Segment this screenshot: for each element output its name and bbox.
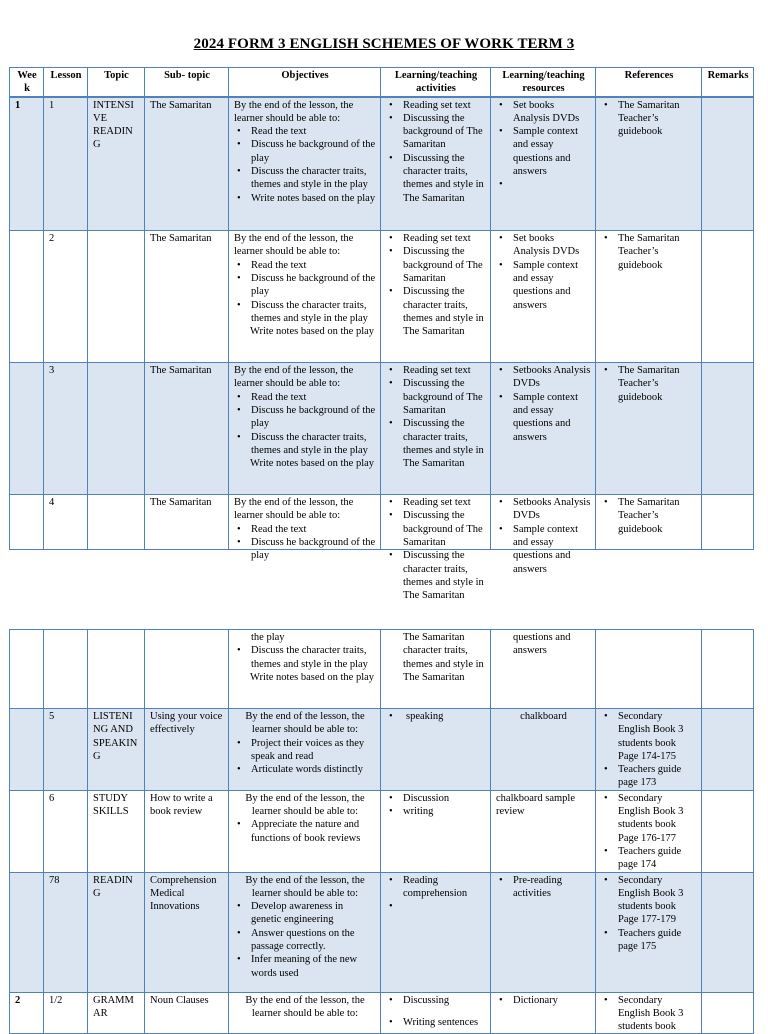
list-item: • Discuss the character traits, themes and style in the play [234, 165, 376, 192]
list-item: • Dictionary [496, 994, 591, 1007]
references-cell [596, 630, 702, 709]
objective-intro: By the end of the lesson, the learner should be able to: [234, 365, 354, 390]
list-item: • Answer questions on the passage correctly. [234, 927, 376, 954]
list-item: • Appreciate the nature and functions of book reviews [234, 818, 376, 845]
list-item: • Discuss the character traits, themes and style in the play [234, 431, 376, 458]
remarks-cell [702, 495, 754, 550]
subtopic-cell: The Samaritan [145, 363, 229, 495]
activities-cell [381, 790, 491, 872]
list-item: • Secondary English Book 3 students book Page 176-177 [601, 792, 697, 845]
resource-continued: questions and answers [513, 632, 571, 657]
objective-note: Write notes based on the play [249, 458, 375, 470]
list-item: • Discussing the character traits, themes and style in The Samaritan [386, 152, 486, 205]
header-subtopic: Sub- topic [145, 68, 229, 97]
subtopic-cell: Comprehension Medical Innovations [145, 872, 229, 992]
lesson-cell: 6 [44, 790, 88, 872]
list-item: • Reading comprehension [386, 874, 486, 901]
table-row [10, 790, 754, 872]
resources-cell [491, 97, 596, 231]
header-week: Week [10, 68, 44, 97]
list-item: • Teachers guide page 173 [601, 763, 697, 790]
list-item: • Pre-reading activities [496, 874, 591, 901]
subtopic-cell: Noun Clauses [145, 992, 229, 1034]
table-row [10, 630, 754, 709]
objective-intro: By the end of the lesson, the learner should be able to: [245, 874, 365, 899]
list-item: • Setbooks Analysis DVDs [496, 364, 591, 391]
references-cell [596, 495, 702, 550]
objectives-cell [229, 709, 381, 791]
lesson-cell: 1 [44, 97, 88, 231]
list-item: • Reading set text [386, 496, 486, 509]
list-item: • Discussion [386, 792, 486, 805]
list-item: • Discuss he background of the play [234, 138, 376, 165]
objective-intro: By the end of the lesson, the learner should be able to: [245, 994, 365, 1019]
scheme-table-2 [9, 629, 754, 1034]
topic-cell: LISTENING AND SPEAKING [88, 709, 145, 791]
objective-intro: By the end of the lesson, the learner should be able to: [245, 792, 365, 818]
list-item: • Discussing the character traits, themes and style in The Samaritan [386, 417, 486, 470]
table-row [10, 495, 754, 550]
lesson-cell: 5 [44, 709, 88, 791]
references-cell [596, 790, 702, 872]
references-cell [596, 709, 702, 791]
list-item: • Discuss he background of the play [234, 272, 376, 299]
objectives-cell [229, 231, 381, 363]
objectives-cell [229, 97, 381, 231]
references-cell [596, 231, 702, 363]
topic-cell [88, 495, 145, 550]
list-item: • Set books Analysis DVDs [496, 232, 591, 259]
remarks-cell [702, 790, 754, 872]
list-item: • Sample context and essay questions and answers [496, 523, 591, 576]
table-row [10, 231, 754, 363]
activities-cell [381, 992, 491, 1034]
subtopic-cell: The Samaritan [145, 231, 229, 363]
header-topic: Topic [88, 68, 145, 97]
objectives-cell [229, 790, 381, 872]
lesson-cell [44, 630, 88, 709]
list-item: • Teachers guide page 174 [601, 845, 697, 872]
resources-cell [491, 992, 596, 1034]
list-item: • Develop awareness in genetic engineering [234, 900, 376, 927]
list-item: • Discussing the background of The Samaritan [386, 509, 486, 549]
objectives-cell [229, 992, 381, 1034]
activities-cell [381, 97, 491, 231]
week-cell: 1 [10, 97, 44, 231]
objective-note: Write notes based on the play [249, 671, 375, 683]
table-row [10, 709, 754, 791]
list-item: • Discussing the background of The Samaritan [386, 377, 486, 417]
topic-cell: INTENSIVE READING [88, 97, 145, 231]
objectives-cell [229, 872, 381, 992]
header-lesson: Lesson [44, 68, 88, 97]
remarks-cell [702, 630, 754, 709]
lesson-cell: 1/2 [44, 992, 88, 1034]
list-item: • Reading set text [386, 364, 486, 377]
resources-cell [491, 231, 596, 363]
list-item: • Articulate words distinctly [234, 763, 376, 776]
activities-cell [381, 872, 491, 992]
lesson-cell: 2 [44, 231, 88, 363]
list-item: • The Samaritan Teacher’s guidebook [601, 496, 697, 536]
list-item: • Setbooks Analysis DVDs [496, 496, 591, 523]
objective-intro: By the end of the lesson, the learner should be able to: [234, 99, 354, 124]
objective-intro: By the end of the lesson, the learner should be able to: [234, 497, 354, 522]
list-item: • Discussing the character traits, themes and style in The Samaritan [386, 549, 486, 602]
list-item: • Discuss the character traits, themes and style in the play [234, 644, 376, 671]
week-cell [10, 790, 44, 872]
list-item: • Reading set text [386, 99, 486, 112]
list-item: • Teachers guide page 175 [601, 927, 697, 954]
week-cell [10, 231, 44, 363]
objective-continued: the play [251, 632, 285, 643]
list-item: • Sample context and essay questions and answers [496, 259, 591, 312]
list-item: • Read the text [234, 259, 376, 272]
topic-cell [88, 630, 145, 709]
subtopic-cell [145, 630, 229, 709]
list-item: • Read the text [234, 391, 376, 404]
table-row [10, 992, 754, 1034]
activities-cell [381, 630, 491, 709]
topic-cell: READING [88, 872, 145, 992]
subtopic-cell: The Samaritan [145, 495, 229, 550]
list-item: • Secondary English Book 3 students book Page 174-175 [601, 710, 697, 763]
objectives-cell [229, 363, 381, 495]
topic-cell: STUDY SKILLS [88, 790, 145, 872]
list-item: • writing [386, 805, 486, 818]
list-item: • Reading set text [386, 232, 486, 245]
resources-cell [491, 495, 596, 575]
header-activities: Learning/teaching activities [381, 68, 491, 97]
topic-cell: GRAMMAR [88, 992, 145, 1034]
objective-intro: By the end of the lesson, the learner should be able to: [234, 233, 354, 258]
references-cell [596, 97, 702, 231]
week-cell [10, 495, 44, 550]
references-cell [596, 872, 702, 992]
activity-continued: The Samaritan character traits, themes and style in The Samaritan [403, 632, 484, 683]
subtopic-cell: The Samaritan [145, 97, 229, 231]
resources-cell [491, 872, 596, 992]
list-item: • The Samaritan Teacher’s guidebook [601, 232, 697, 272]
topic-cell [88, 231, 145, 363]
objective-note: Write notes based on the play [249, 326, 375, 338]
header-objectives: Objectives [229, 68, 381, 97]
remarks-cell [702, 872, 754, 992]
list-item: • Read the text [234, 125, 376, 138]
list-item: • Writing sentences [386, 1016, 486, 1029]
list-item: • Discussing the background of The Samaritan [386, 112, 486, 152]
resources-cell: chalkboard [491, 709, 596, 791]
references-cell [596, 363, 702, 495]
week-cell [10, 709, 44, 791]
list-item: • Secondary English Book 3 students book Page 177-179 [601, 874, 697, 927]
page-title: 2024 FORM 3 ENGLISH SCHEMES OF WORK TERM 3 [193, 36, 575, 52]
header-references: References [596, 68, 702, 97]
header-remarks: Remarks [702, 68, 754, 97]
remarks-cell [702, 709, 754, 791]
week-cell: 2 [10, 992, 44, 1034]
lesson-cell: 4 [44, 495, 88, 550]
list-item: • Set books Analysis DVDs [496, 99, 591, 126]
scheme-table-1 [9, 67, 754, 602]
table-row [10, 872, 754, 992]
subtopic-cell: How to write a book review [145, 790, 229, 872]
list-item: • Read the text [234, 523, 376, 536]
activities-cell [381, 709, 491, 791]
list-item: • Infer meaning of the new words used [234, 953, 376, 980]
week-cell [10, 872, 44, 992]
subtopic-cell: Using your voice effectively [145, 709, 229, 791]
list-item: • Write notes based on the play [234, 192, 376, 205]
resources-cell: chalkboard sample review [491, 790, 596, 872]
list-item: • Discussing the background of The Samaritan [386, 245, 486, 285]
list-item: • Sample context and essay questions and answers [496, 125, 591, 178]
list-item: • Discuss he background of the play [234, 536, 376, 563]
list-item: • Sample context and essay questions and answers [496, 391, 591, 444]
objectives-cell [229, 630, 381, 709]
table-row [10, 97, 754, 231]
objectives-cell [229, 495, 381, 562]
list-item: • Secondary English Book 3 students book [601, 994, 697, 1034]
header-row [10, 68, 754, 97]
resources-cell [491, 630, 596, 709]
resources-cell [491, 363, 596, 495]
table-row [10, 363, 754, 495]
list-item: • Project their voices as they speak and read [234, 737, 376, 764]
objective-intro: By the end of the lesson, the learner should be able to: [245, 711, 365, 736]
activities-cell [381, 231, 491, 363]
week-cell [10, 630, 44, 709]
lesson-cell: 78 [44, 872, 88, 992]
list-item: • Discussing [386, 994, 486, 1007]
remarks-cell [702, 992, 754, 1034]
references-cell [596, 992, 702, 1034]
week-cell [10, 363, 44, 495]
list-item: • The Samaritan Teacher’s guidebook [601, 364, 697, 404]
list-item: • speaking [386, 710, 486, 723]
remarks-cell [702, 363, 754, 495]
list-item: • Discussing the character traits, themes and style in The Samaritan [386, 285, 486, 338]
header-resources: Learning/teaching resources [491, 68, 596, 97]
list-item: • Discuss the character traits, themes and style in the play [234, 299, 376, 326]
activities-cell [381, 363, 491, 495]
remarks-cell [702, 97, 754, 231]
lesson-cell: 3 [44, 363, 88, 495]
topic-cell [88, 363, 145, 495]
activities-cell [381, 495, 491, 602]
list-item: • The Samaritan Teacher’s guidebook [601, 99, 697, 139]
remarks-cell [702, 231, 754, 363]
list-item: • Discuss he background of the play [234, 404, 376, 431]
